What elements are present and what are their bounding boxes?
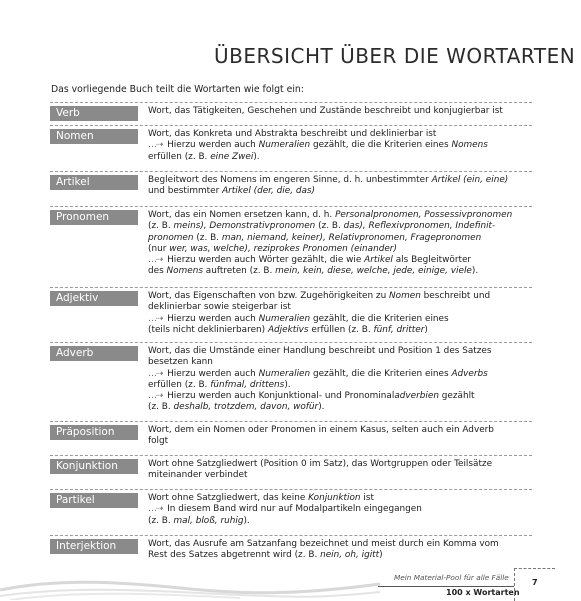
entry-praeposition — [50, 421, 532, 452]
definition-artikel: Begleitwort des Nomens im engeren Sinne, d. h. unbestimmter Artikel (ein, eine) und bestimmter Artikel (der, die, das) — [148, 175, 509, 197]
arrow-icon: …⇢ — [148, 255, 163, 266]
label-adjektiv: Adjektiv — [50, 291, 138, 306]
definition-nomen: Wort, das Konkreta und Abstrakta beschreibt und deklinierbar ist …⇢ Hierzu werden auch Numeralien gezählt, die die Kriterien eines Nomens erfüllen (z. B. eine Zwei). — [148, 129, 488, 162]
entry-nomen — [50, 125, 532, 166]
arrow-icon: …⇢ — [148, 140, 163, 151]
arrow-icon: …⇢ — [148, 504, 163, 515]
definition-partikel: Wort ohne Satzgliedwert, das keine Konjunktion ist …⇢ In diesem Band wird nur auf Modalpartikeln eingegangen (z. B. mal, bloß, ruhig). — [148, 493, 422, 526]
entry-verb — [50, 102, 532, 123]
footer-book-title: 100 x Wortarten — [446, 588, 520, 597]
entry-pronomen — [50, 206, 532, 284]
page-number: 7 — [532, 578, 538, 587]
label-verb: Verb — [50, 106, 138, 121]
definition-interjektion: Wort, das Ausrufe am Satzanfang bezeichnet und meist durch ein Komma vom Rest des Satzes abgetrennt wird (z. B. nein, oh, igitt) — [148, 539, 499, 561]
definition-adverb: Wort, das die Umstände einer Handlung beschreibt und Position 1 des Satzes besetzen kann …⇢ Hierzu werden auch Numeralien gezählt, die die Kriterien eines Adverbs erfüllen (z. B. fünfmal, drittens). …⇢ Hierzu werden auch Konjunktional- und Pronominaladverbien gezählt (z. B. deshalb, trotzdem, davon, wofür). — [148, 346, 492, 413]
arrow-icon: …⇢ — [148, 313, 163, 324]
label-praeposition: Präposition — [50, 425, 138, 440]
definition-adjektiv: Wort, das Eigenschaften von bzw. Zugehörigkeiten zu Nomen beschreibt und deklinierbar sowie steigerbar ist …⇢ Hierzu werden auch Numeralien gezählt, die die Kriterien eines (teils nicht deklinierbaren) Adjektivs erfüllen (z. B. fünf, dritter) — [148, 291, 491, 335]
arrow-icon: …⇢ — [148, 368, 163, 379]
label-partikel: Partikel — [50, 493, 138, 508]
label-konjunktion: Konjunktion — [50, 459, 138, 474]
footer-rule — [378, 586, 514, 587]
label-nomen: Nomen — [50, 129, 138, 144]
page-title: ÜBERSICHT ÜBER DIE WORTARTEN — [214, 44, 576, 68]
definition-praeposition: Wort, dem ein Nomen oder Pronomen in einem Kasus, selten auch ein Adverb folgt — [148, 425, 494, 447]
entry-artikel — [50, 171, 532, 202]
entry-konjunktion — [50, 455, 532, 486]
arrow-icon: …⇢ — [148, 391, 163, 402]
entry-adjektiv — [50, 287, 532, 340]
label-adverb: Adverb — [50, 346, 138, 361]
label-pronomen: Pronomen — [50, 210, 138, 225]
entry-adverb — [50, 342, 532, 418]
definition-verb: Wort, das Tätigkeiten, Geschehen und Zustände beschreibt und konjugierbar ist — [148, 106, 503, 116]
footer-series: Mein Material-Pool für alle Fälle — [394, 573, 509, 582]
definition-pronomen: Wort, das ein Nomen ersetzen kann, d. h. Personalpronomen, Possessivpronomen (z. B. meins), Demonstrativpronomen (z. B. das), Reflexivpronomen, Indefinit- pronomen (z. B. man, niemand, keiner), Relativpronomen, Fragepronomen (nur wer, was, welche), reziprokes Pronomen (einander) …⇢ Hierzu werden auch Wörter gezählt, die wie Artikel als Begleitwörter des Nomens auftreten (z. B. mein, kein, diese, welche, jede, einige, viele). — [148, 210, 513, 277]
intro-text: Das vorliegende Buch teilt die Wortarten wie folgt ein: — [51, 84, 304, 95]
label-interjektion: Interjektion — [50, 539, 138, 554]
label-artikel: Artikel — [50, 175, 138, 190]
definition-konjunktion: Wort ohne Satzgliedwert (Position 0 im Satz), das Wortgruppen oder Teilsätze miteinander verbindet — [148, 459, 493, 481]
entry-partikel — [50, 489, 532, 532]
